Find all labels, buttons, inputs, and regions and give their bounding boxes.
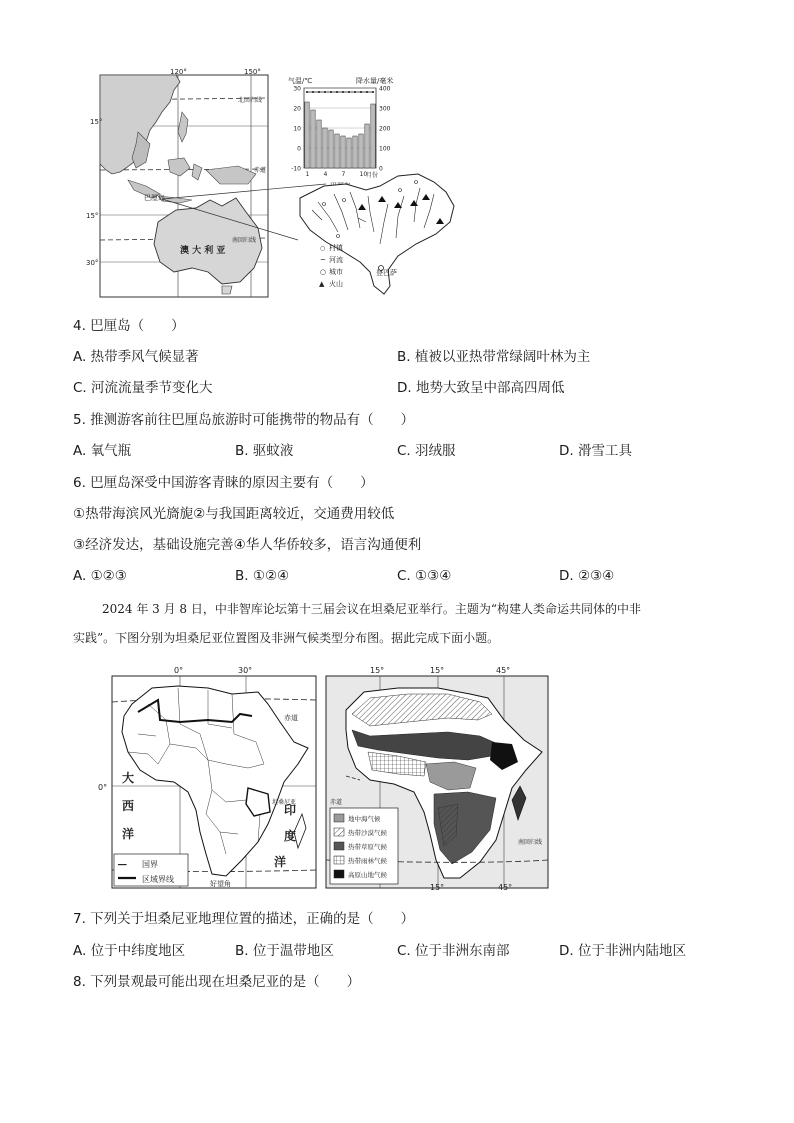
equator-label: 赤道 [254, 167, 267, 174]
precip-bar [329, 130, 333, 168]
right-lon-label-bottom-2: 45° [498, 883, 513, 892]
temp-tick-label: 30 [293, 85, 301, 93]
temperature-point [324, 91, 326, 93]
legend-savanna: 热带草原气候 [348, 843, 387, 851]
lon-label-120: 120° [170, 68, 187, 76]
precip-bar [359, 134, 363, 168]
question-6-stem: 6. 巴厘岛深受中国游客青睐的原因主要有（ ） [73, 475, 374, 491]
question-5-option-b[interactable]: B. 驱蚊液 [235, 443, 294, 459]
question-4-option-c[interactable]: C. 河流流量季节变化大 [73, 380, 213, 396]
left-lon-label-0: 0° [174, 666, 184, 675]
right-lon-label-top-1: 15° [370, 666, 385, 675]
question-7-option-b[interactable]: B. 位于温带地区 [235, 943, 334, 959]
left-lat-label-0: 0° [98, 783, 108, 792]
legend-mediterranean: 地中海气候 [348, 815, 381, 823]
passage-line-2: 实践”。下图分别为坦桑尼亚位置图及非洲气候类型分布图。据此完成下面小题。 [73, 631, 500, 645]
temperature-point [318, 91, 320, 93]
temperature-point [348, 91, 350, 93]
indian-char-2: 度 [284, 829, 297, 843]
temp-tick-label: 0 [297, 145, 301, 153]
precip-bar [323, 128, 327, 168]
lat-label-15s: 15° [86, 212, 99, 220]
legend-symbol-river: ~ [320, 256, 326, 264]
temperature-point [342, 91, 344, 93]
legend-label-river: 河流 [329, 256, 343, 264]
legend-border-label: 国界 [142, 860, 158, 869]
month-tick-label: 1 [305, 171, 310, 178]
indian-char-1: 印 [284, 803, 297, 817]
precip-bar [305, 102, 309, 168]
right-lon-label-top-3: 45° [496, 666, 511, 675]
month-tick-label: 10 [359, 171, 368, 178]
temperature-point [312, 91, 314, 93]
atlantic-char-3: 洋 [122, 827, 135, 841]
legend-symbol-village: ○ [320, 245, 326, 252]
question-5-option-a[interactable]: A. 氧气瓶 [73, 443, 132, 459]
question-6-option-a[interactable]: A. ①②③ [73, 568, 127, 584]
precip-axis-title: 降水量/毫米 [356, 77, 394, 85]
atlantic-char-2: 西 [122, 799, 135, 813]
question-6-line-1: ①热带海滨风光旖旎②与我国距离较近，交通费用较低 [73, 506, 395, 522]
legend-rainforest: 热带雨林气候 [348, 857, 387, 865]
question-4-option-b[interactable]: B. 植被以亚热带常绿阔叶林为主 [397, 349, 591, 365]
left-lon-label-30: 30° [238, 666, 253, 675]
legend-highland: 高原山地气候 [348, 871, 387, 879]
question-4-option-a[interactable]: A. 热带季风气候显著 [73, 349, 199, 365]
denpasar-label: 登巴萨 [376, 269, 397, 277]
temperature-point [330, 91, 332, 93]
precip-bar [365, 124, 369, 168]
tropic-capricorn-label: 南回归线 [232, 237, 257, 244]
atlantic-char-1: 大 [122, 771, 135, 785]
figure-1-svg [86, 68, 460, 298]
legend-symbol-volcano: ▲ [319, 280, 325, 288]
left-map-legend [114, 854, 188, 886]
precip-tick-label: 100 [379, 145, 391, 153]
temperature-point [306, 91, 308, 93]
right-tropic-label: 南回归线 [518, 839, 543, 846]
question-6-line-2: ③经济发达，基础设施完善④华人华侨较多，语言沟通便利 [73, 537, 422, 553]
precip-bar [341, 136, 345, 168]
question-8-stem: 8. 下列景观最可能出现在坦桑尼亚的是（ ） [73, 974, 361, 990]
cape-good-hope-label: 好望角 [210, 880, 231, 888]
figure-2-svg [98, 664, 554, 892]
question-7-stem: 7. 下列关于坦桑尼亚地理位置的描述，正确的是（ ） [73, 911, 415, 927]
question-6-option-c[interactable]: C. ①③④ [397, 568, 452, 584]
right-lon-label-top-2: 15° [430, 666, 445, 675]
precip-tick-label: 400 [379, 85, 391, 93]
legend-region-label: 区域界线 [142, 875, 174, 884]
legend-border-sample: ━━ [118, 861, 127, 869]
lat-label-30s: 30° [86, 259, 99, 267]
temp-tick-label: 20 [293, 105, 301, 113]
precip-bar [311, 110, 315, 168]
indian-char-3: 洋 [274, 855, 287, 869]
temperature-point [354, 91, 356, 93]
temperature-point [336, 91, 338, 93]
climate-legend [330, 808, 398, 884]
precip-bar [371, 104, 375, 168]
left-equator-label: 赤道 [284, 714, 298, 722]
legend-label-city: 城市 [329, 268, 343, 276]
question-5-option-d[interactable]: D. 滑雪工具 [559, 443, 632, 459]
question-5-stem: 5. 推测游客前往巴厘岛旅游时可能携带的物品有（ ） [73, 412, 415, 428]
legend-label-village: 村镇 [329, 244, 343, 252]
precip-tick-label: 0 [379, 165, 383, 173]
month-tick-label: 7 [341, 171, 346, 178]
question-6-option-d[interactable]: D. ②③④ [559, 568, 615, 584]
bali-climate-chart [288, 76, 393, 190]
bali-map-legend [319, 243, 344, 288]
question-7-option-d[interactable]: D. 位于非洲内陆地区 [559, 943, 686, 959]
right-equator-label: 赤道 [330, 799, 343, 806]
question-4-option-d[interactable]: D. 地势大致呈中部高四周低 [397, 380, 565, 396]
precip-bar [335, 134, 339, 168]
tanzania-label: 坦桑尼亚 [272, 799, 297, 806]
right-lon-label-bottom-1: 15° [430, 883, 445, 892]
precip-bar [317, 120, 321, 168]
africa-climate-map [326, 666, 548, 892]
question-7-option-a[interactable]: A. 位于中纬度地区 [73, 943, 186, 959]
temperature-point [360, 91, 362, 93]
temp-axis-title: 气温/℃ [288, 77, 313, 85]
temperature-point [372, 91, 374, 93]
legend-symbol-city: ○ [320, 268, 327, 276]
temperature-point [366, 91, 368, 93]
figure-1 [86, 68, 460, 298]
lon-label-150: 150° [244, 68, 261, 76]
month-tick-label: 4 [323, 171, 328, 178]
africa-political-map [98, 666, 316, 888]
passage-line-1: 2024 年 3 月 8 日，中非智库论坛第十三届会议在坦桑尼亚举行。主题为“构建人类命运共同体的中非 [102, 602, 642, 616]
question-4-stem: 4. 巴厘岛（ ） [73, 318, 185, 334]
question-6-option-b[interactable]: B. ①②④ [235, 568, 290, 584]
figure-2 [98, 664, 554, 892]
precip-tick-label: 200 [379, 125, 391, 133]
temp-tick-label: -10 [291, 165, 301, 173]
lat-label-15n: 15° [90, 118, 103, 126]
bali-label: 巴厘岛 [144, 194, 165, 202]
precip-tick-label: 300 [379, 105, 391, 113]
question-7-option-c[interactable]: C. 位于非洲东南部 [397, 943, 510, 959]
legend-desert: 热带沙漠气候 [348, 829, 387, 837]
precip-bar [347, 138, 351, 168]
bali-enlarged-map [300, 174, 454, 294]
australia-label: 澳 大 利 亚 [180, 246, 226, 256]
month-unit: 月份 [366, 172, 379, 179]
question-5-option-c[interactable]: C. 羽绒服 [397, 443, 456, 459]
precip-bar [353, 136, 357, 168]
legend-label-volcano: 火山 [329, 280, 343, 288]
tropic-cancer-label: 北回归线 [238, 97, 263, 104]
temp-tick-label: 10 [293, 125, 301, 133]
